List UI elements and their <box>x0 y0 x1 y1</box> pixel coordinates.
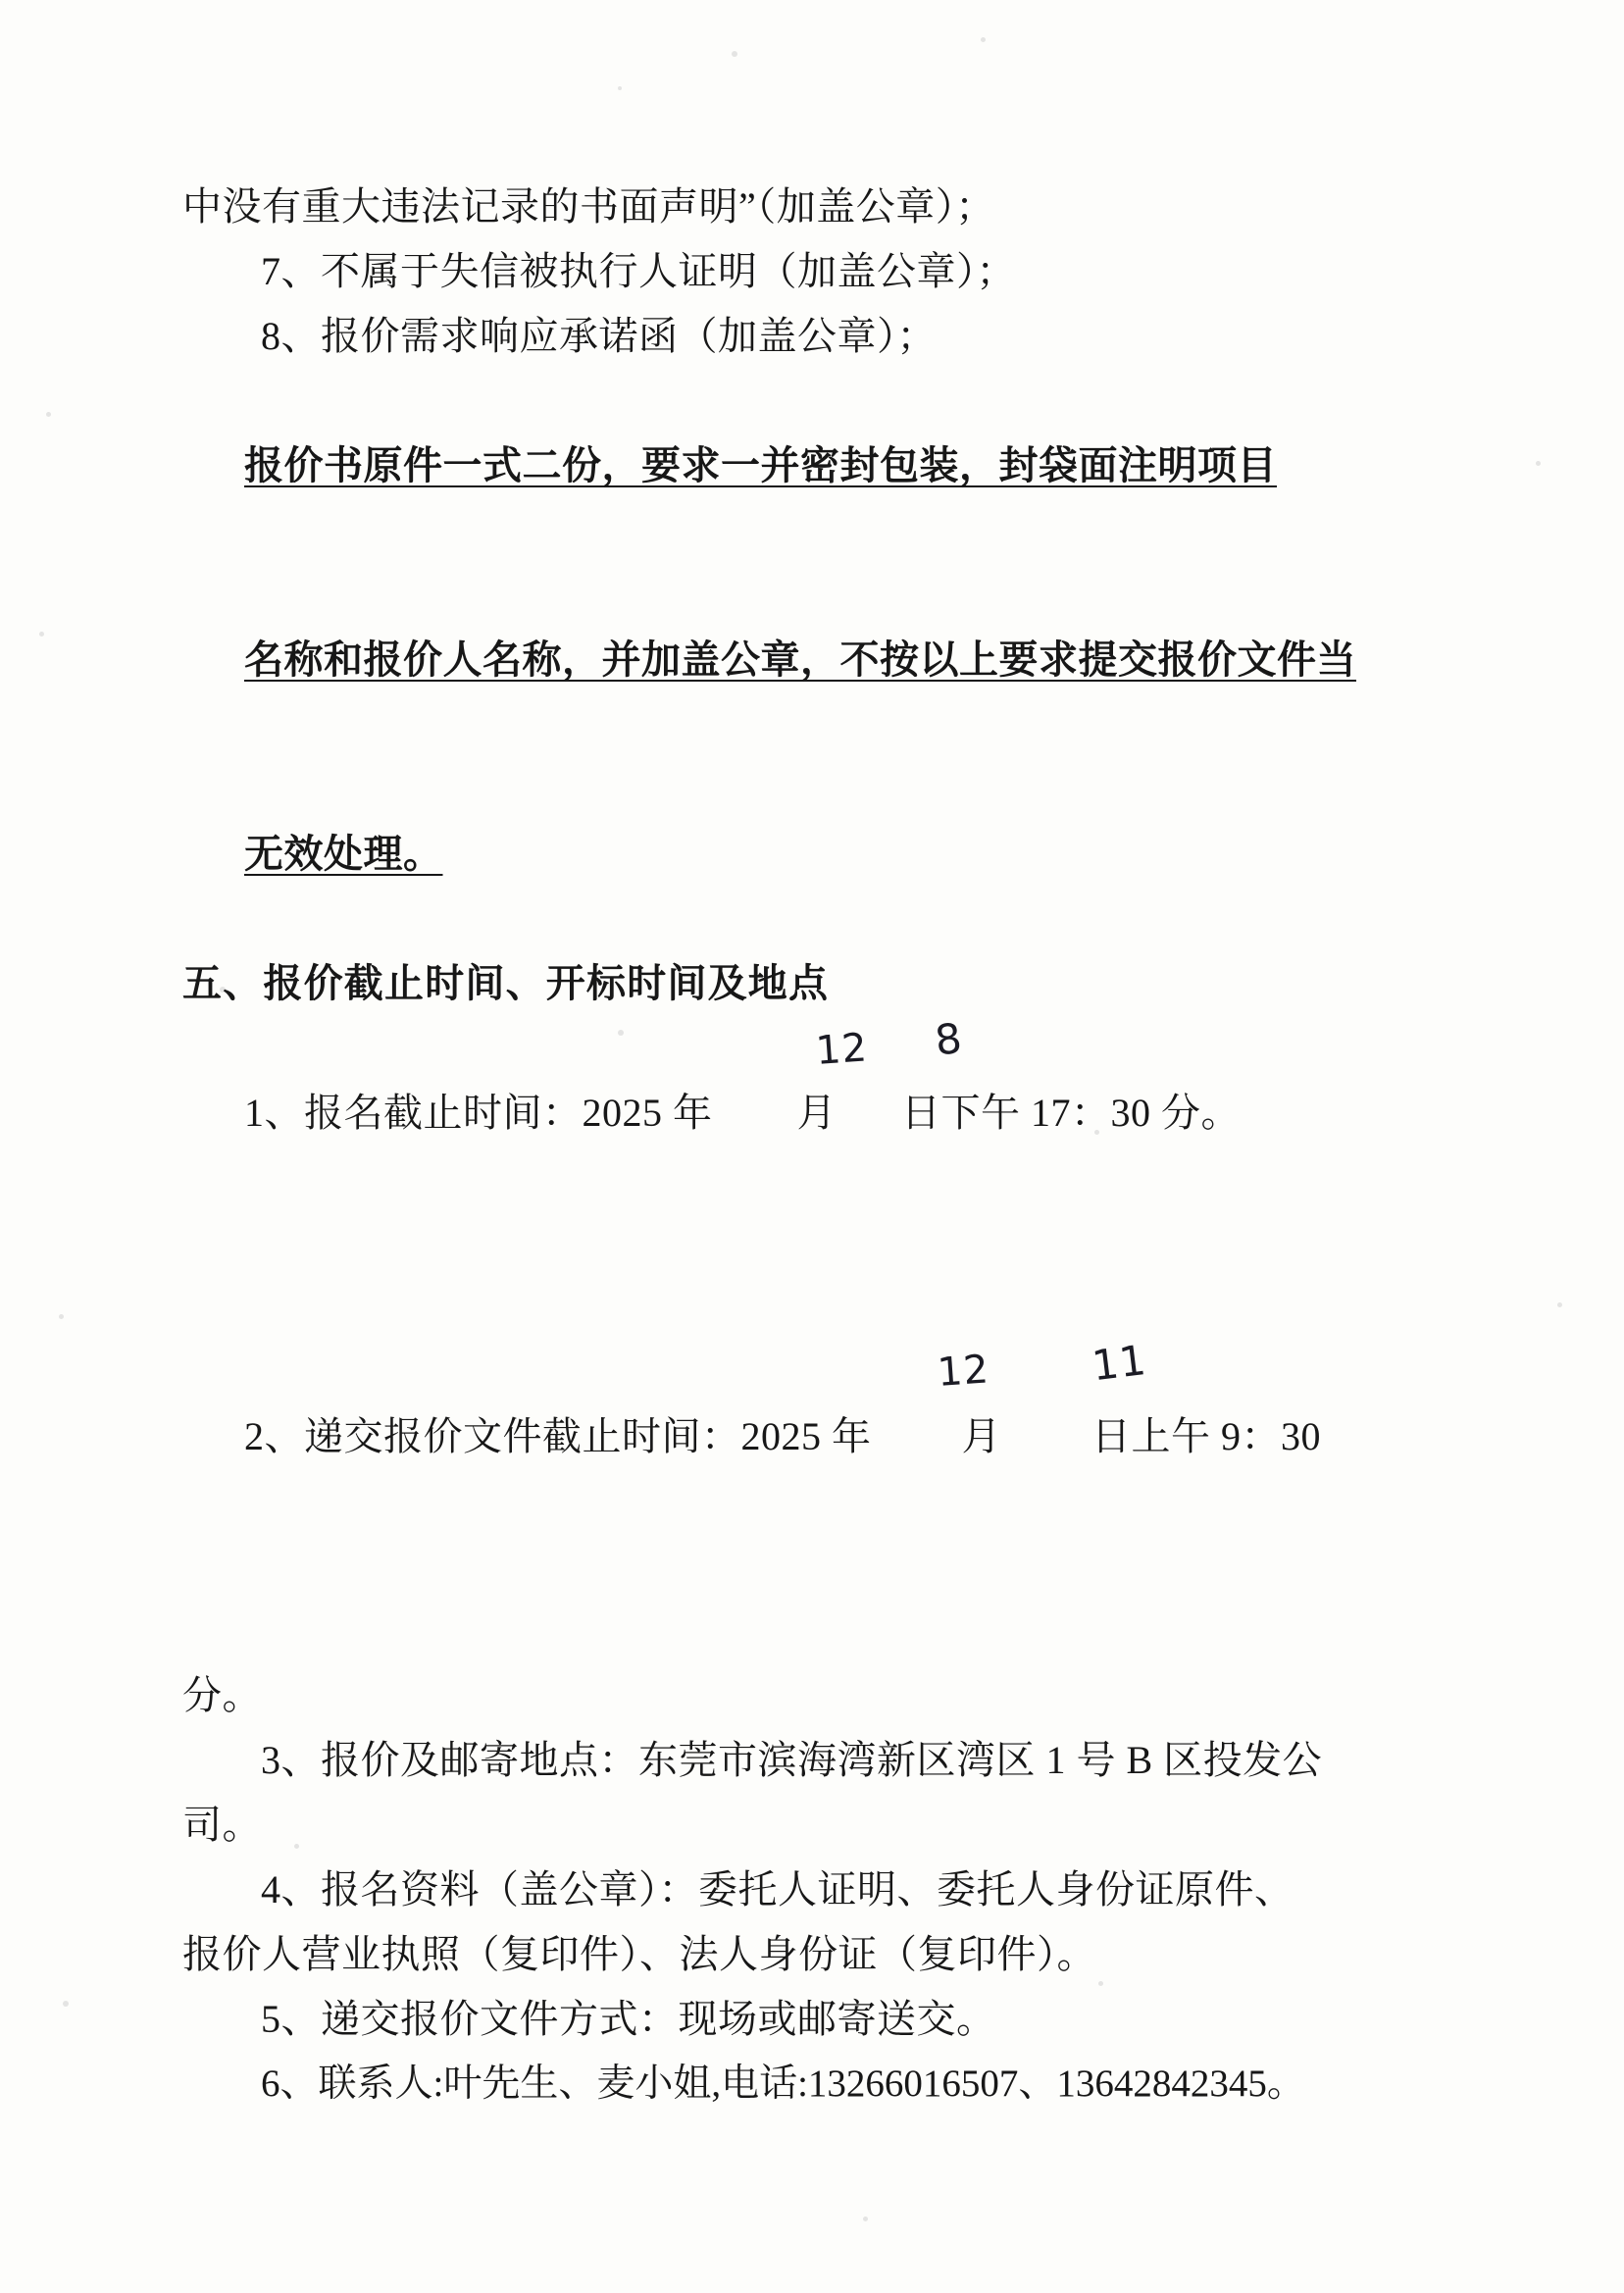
list-item-2-suffix: 日上午 9：30 <box>1091 1414 1321 1458</box>
handwritten-month-1: 12 <box>814 1025 870 1074</box>
list-item-2-mid: 月 <box>961 1414 1001 1458</box>
list-item-1-prefix: 1、报名截止时间：2025 年 <box>244 1091 713 1135</box>
scan-speck <box>1536 461 1541 466</box>
scan-speck <box>618 86 622 90</box>
handwritten-day-1: 8 <box>932 1013 966 1065</box>
scan-speck <box>46 412 51 417</box>
document-text-block <box>182 175 1447 2116</box>
paragraph-line-item7: 7、不属于失信被执行人证明（加盖公章）； <box>261 249 1016 293</box>
list-item-3-line2: 司。 <box>182 1803 262 1847</box>
emphasis-line-1 <box>182 369 1447 563</box>
list-item-2 <box>182 1335 1447 1663</box>
list-item-3-line1: 3、报价及邮寄地点：东莞市滨海湾新区湾区 1 号 B 区投发公 <box>261 1738 1323 1782</box>
scan-speck <box>63 2001 69 2007</box>
list-item-1-mid: 月 <box>796 1091 837 1135</box>
scan-speck <box>981 37 986 42</box>
emphasis-text-1: 报价书原件一式二份，要求一并密封包装，封袋面注明项目 <box>244 443 1277 487</box>
scan-speck <box>59 1314 64 1319</box>
list-item-2-continuation: 分。 <box>182 1673 262 1717</box>
list-item-1 <box>182 1013 1447 1340</box>
list-item-2-prefix: 2、递交报价文件截止时间：2025 年 <box>244 1414 872 1458</box>
list-item-5: 5、递交报价文件方式：现场或邮寄送交。 <box>261 1997 996 2041</box>
handwritten-month-2: 12 <box>936 1347 991 1396</box>
scan-speck <box>732 51 737 57</box>
paragraph-line-item8: 8、报价需求响应承诺函（加盖公章）； <box>261 314 937 358</box>
emphasis-text-3: 无效处理。 <box>244 832 443 876</box>
paragraph-line-1: 中没有重大违法记录的书面声明”（加盖公章）； <box>182 184 995 229</box>
scan-speck <box>39 632 44 637</box>
emphasis-text-2: 名称和报价人名称，并加盖公章，不按以上要求提交报价文件当 <box>244 637 1356 682</box>
emphasis-line-3 <box>182 757 1447 951</box>
section-heading-five: 五、报价截止时间、开标时间及地点 <box>182 961 830 1005</box>
emphasis-line-2 <box>182 563 1447 757</box>
scan-speck <box>1557 1302 1562 1307</box>
list-item-4-line1: 4、报名资料（盖公章）：委托人证明、委托人身份证原件、 <box>261 1867 1294 1911</box>
list-item-4-line2: 报价人营业执照（复印件）、法人身份证（复印件）。 <box>182 1932 1096 1976</box>
list-item-1-suffix: 日下午 17：30 分。 <box>901 1091 1241 1135</box>
handwritten-day-2: 11 <box>1089 1335 1149 1391</box>
scan-speck <box>863 2217 868 2221</box>
list-item-6-contact: 6、联系人:叶先生、麦小姐,电话:13266016507、13642842345。 <box>261 2063 1305 2105</box>
